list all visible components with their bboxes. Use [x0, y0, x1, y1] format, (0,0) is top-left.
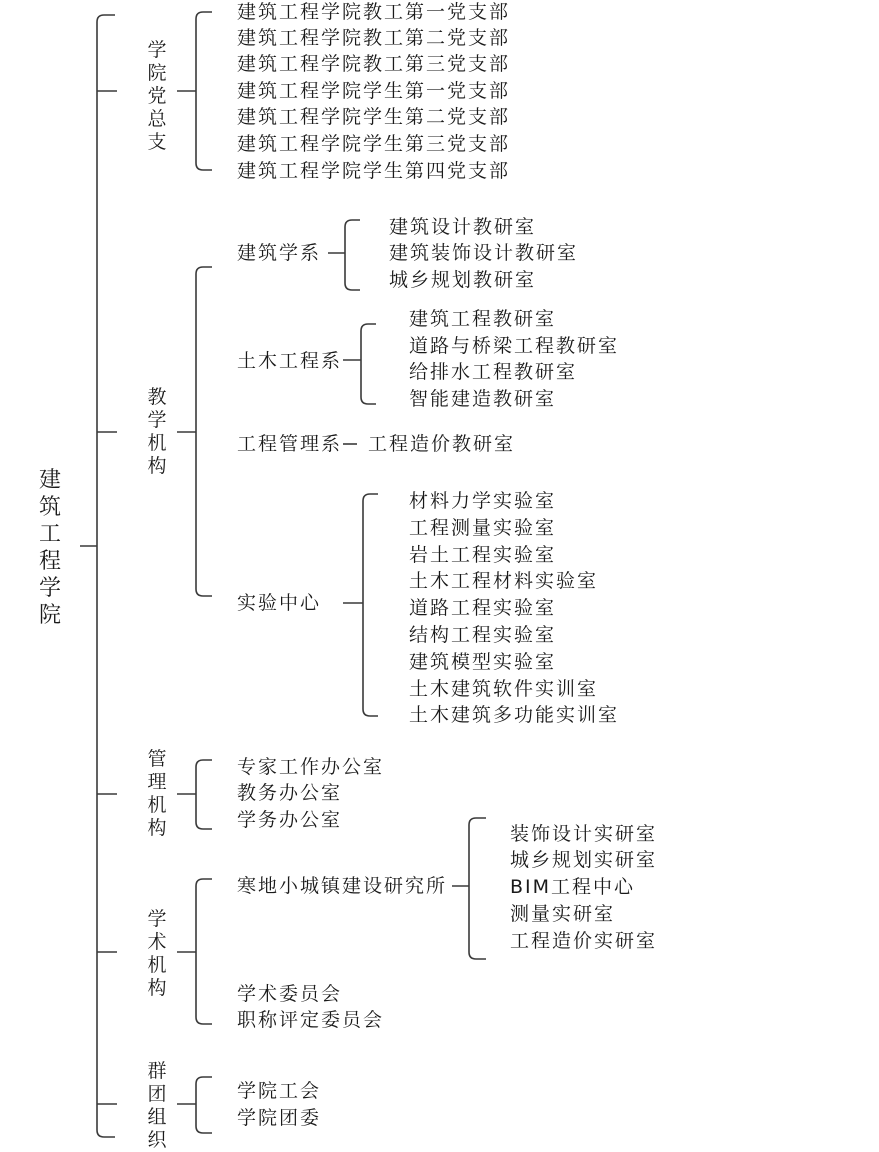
division-academic: 学术机构: [147, 908, 167, 999]
division-mass-organizations: 群团组织: [147, 1060, 167, 1151]
mass-org-item: 学院团委: [237, 1107, 322, 1129]
party-branch-item: 建筑工程学院学生第三党支部: [237, 133, 511, 155]
research-room-item: 测量实研室: [510, 903, 616, 925]
management-item: 专家工作办公室: [237, 756, 385, 778]
lab-item: 建筑模型实验室: [409, 651, 557, 673]
experiment-center: 实验中心: [237, 592, 322, 614]
research-room-item: 工程造价实研室: [510, 930, 658, 952]
teaching-office-item: 工程造价教研室: [368, 433, 516, 455]
lab-item: 岩土工程实验室: [409, 544, 557, 566]
teaching-office-item: 给排水工程教研室: [409, 361, 578, 383]
teaching-office-item: 道路与桥梁工程教研室: [409, 335, 620, 357]
lab-item: 道路工程实验室: [409, 597, 557, 619]
college-root-label: 建筑工程学院: [38, 468, 61, 628]
lab-item: 工程测量实验室: [409, 517, 557, 539]
management-item: 学务办公室: [237, 809, 343, 831]
dept-civil-engineering: 土木工程系: [237, 350, 343, 372]
division-teaching: 教学机构: [147, 386, 167, 477]
research-room-item: 装饰设计实研室: [510, 823, 658, 845]
party-branch-item: 建筑工程学院学生第四党支部: [237, 160, 511, 182]
academic-committee-item: 职称评定委员会: [237, 1009, 385, 1031]
teaching-office-item: 建筑设计教研室: [389, 216, 537, 238]
research-room-item: BIM工程中心: [510, 876, 636, 898]
dept-architecture: 建筑学系: [237, 242, 322, 264]
party-branch-item: 建筑工程学院教工第三党支部: [237, 53, 511, 75]
dept-engineering-management: 工程管理系: [237, 433, 343, 455]
management-item: 教务办公室: [237, 782, 343, 804]
teaching-office-item: 智能建造教研室: [409, 388, 557, 410]
mass-org-item: 学院工会: [237, 1080, 322, 1102]
division-management: 管理机构: [147, 748, 167, 839]
party-branch-item: 建筑工程学院教工第一党支部: [237, 1, 511, 23]
lab-item: 材料力学实验室: [409, 490, 557, 512]
division-party-branch: 学院党总支: [147, 39, 167, 153]
lab-item: 土木工程材料实验室: [409, 570, 599, 592]
research-room-item: 城乡规划实研室: [510, 849, 658, 871]
teaching-office-item: 城乡规划教研室: [389, 269, 537, 291]
research-institute: 寒地小城镇建设研究所: [237, 875, 448, 897]
party-branch-item: 建筑工程学院学生第二党支部: [237, 106, 511, 128]
teaching-office-item: 建筑装饰设计教研室: [389, 242, 579, 264]
academic-committee-item: 学术委员会: [237, 983, 343, 1005]
lab-item: 土木建筑多功能实训室: [409, 704, 620, 726]
lab-item: 土木建筑软件实训室: [409, 678, 599, 700]
party-branch-item: 建筑工程学院学生第一党支部: [237, 80, 511, 102]
lab-item: 结构工程实验室: [409, 624, 557, 646]
teaching-office-item: 建筑工程教研室: [409, 308, 557, 330]
party-branch-item: 建筑工程学院教工第二党支部: [237, 27, 511, 49]
